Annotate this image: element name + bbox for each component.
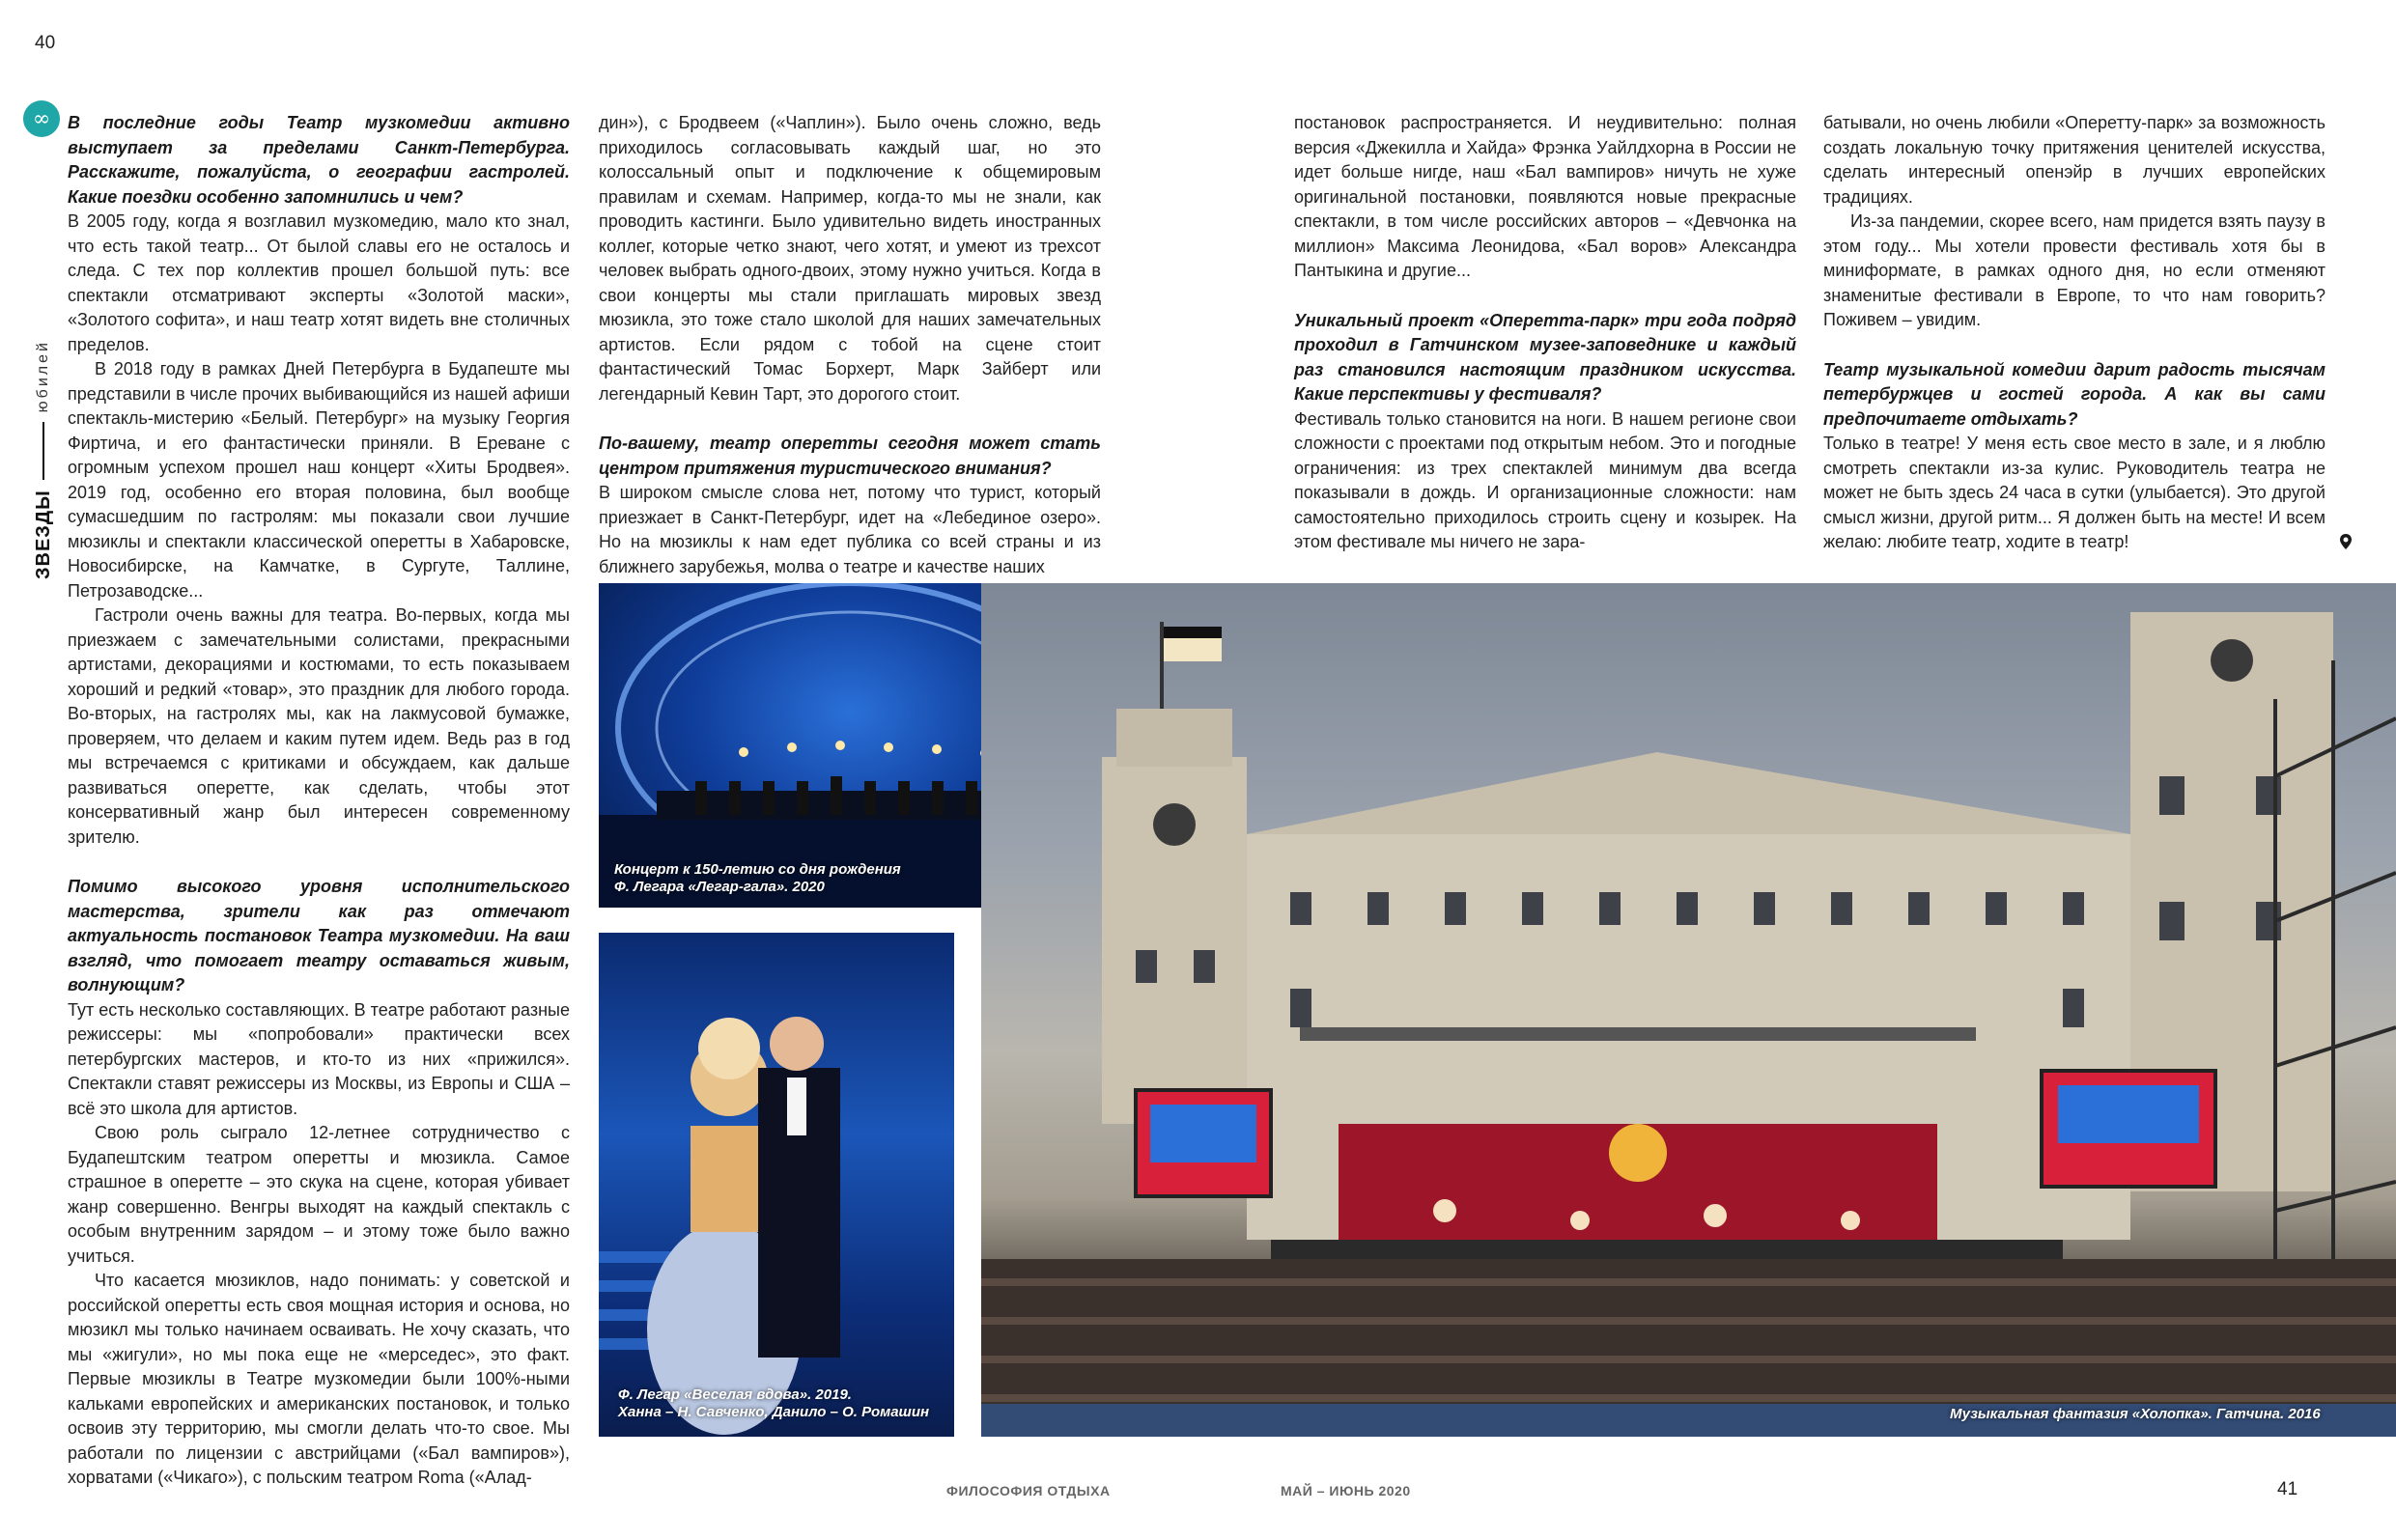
answer-paragraph: Тут есть несколько составляющих. В театре работают разные режиссеры: мы «попробовали» практически всех петербургских мастеров, и кто-то из них «прижился». Спектакли ставят режиссеры из Москвы, из Европы и США – всё это школа для артистов. [68,999,570,1118]
interview-question: По-вашему, театр оперетты сегодня может стать центром притяжения туристического внимания? [599,434,1101,478]
caption-merry-widow-line-1: Ф. Легар «Веселая вдова». 2019. [618,1386,852,1403]
left-page-number: 40 [35,33,56,53]
footer-magazine-name: ФИЛОСОФИЯ ОТДЫХА [946,1483,1111,1498]
photo-gatchina [981,583,2396,1437]
text-column-2 [599,111,1101,579]
interview-question: В последние годы Театр музкомедии активно выступает за пределами Санкт-Петербурга. Расскажите, пожалуйста, о географии гастролей. Какие поездки особенно запомнились и чем? [68,113,570,207]
paragraph-gap [1294,284,1796,309]
answer-paragraph: дин»), с Бродвеем («Чаплин»). Было очень сложно, ведь приходилось согласовывать каждый шаг, но это колоссальный опыт и подключение к общемировым правилам и схемам. Например, когда-то мы не знали, как проводить кастинги. Было удивительно видеть иностранных коллег, которые четко знают, чего хотят, и умеют из трехсот человек выбрать одного-двоих, этому нужно учиться. Когда в свои концерты мы стали приглашать мировых звезд мюзикла, это тоже стало школой для наших замечательных артистов. Если рядом с тобой на сцене стоит фантастический Томас Борхерт, Марк Зайберт или легендарный Кевин Тарт, это дорогого стоит. [599,113,1101,404]
text-column-4 [1823,111,2326,555]
caption-gatchina-line-1: Музыкальная фантазия «Холопка». Гатчина. 2016 [1950,1406,2321,1422]
answer-paragraph: Свою роль сыграло 12-летнее сотрудничество с Будапештским театром оперетты и мюзикла. Самое страшное в оперетте – это скука на сцене, которая убивает жанр совершенно. Венгры выходят на каждый спектакль с особым внутренним зарядом – и этому тоже было важно учиться. [68,1123,570,1266]
answer-paragraph: Фестиваль только становится на ноги. В нашем регионе свои сложности с проектами под открытым небом. Это и погодные ограничения: из трех спектаклей минимум два всегда показывали в дождь. И организационные сложности: нам самостоятельно приходилось строить сцену и козырек. На этом фестивале мы ничего не зара- [1294,408,1796,551]
paragraph-gap [1823,333,2326,358]
caption-merry-widow-line-2: Ханна – Н. Савченко, Данило – О. Ромашин [618,1404,930,1420]
paragraph-gap [599,406,1101,432]
answer-paragraph: батывали, но очень любили «Оперетту-парк» за возможность создать локальную точку притяжения ценителей искусства, сделать интересный опенэйр в лучших европейских традициях. [1823,113,2326,207]
map-pin-icon [2337,533,2354,550]
dancing-couple-illustration [599,933,954,1437]
answer-paragraph: В 2005 году, когда я возглавил музкомедию, мало кто знал, что есть такой театр... От былой славы его не осталось и следа. С тех пор коллектив прошел большой путь: все спектакли отсматривают эксперты «Золотой маски», «Золотого софита», и наш театр хотят видеть вне столичных пределов. [68,211,570,354]
photo-merry-widow [599,933,954,1437]
answer-paragraph: В широком смысле слова нет, потому что турист, который приезжает в Санкт-Петербург, идет на «Лебединое озеро». Но на мюзиклы к нам едет публика со всей страны и из ближнего зарубежья, молва о театре и качестве наших [599,483,1101,576]
answer-paragraph: Из-за пандемии, скорее всего, нам придется взять паузу в этом году... Мы хотели провести фестиваль хотя бы в миниформате, в рамках одного дня, но если отменяют знаменитые фестивали в Европе, то что нам говорить? Поживем – увидим. [1823,211,2326,329]
text-column-3 [1294,111,1796,555]
caption-merry-widow [618,1386,929,1421]
answer-paragraph: В 2018 году в рамках Дней Петербурга в Будапеште мы представили в числе прочих выбивающийся из нашей афиши спектакль-мистерию «Белый. Петербург» на музыку Георгия Фиртича, и его фантастически приняли. В Ереване с огромным успехом прошел наш концерт «Хиты Бродвея». 2019 год, особенно его вторая половина, был вообще сумасшедшим по гастролям: мы показали свои лучшие мюзиклы и спектакли классической оперетты в Хабаровске, Новосибирске, на Камчатке, в Сургуте, Таллине, Петрозаводске... [68,359,570,601]
footer-issue-date: МАЙ – ИЮНЬ 2020 [1281,1483,1411,1498]
right-page-number: 41 [2277,1479,2298,1499]
answer-paragraph: постановок распространяется. И неудивительно: полная версия «Джекилла и Хайда» Фрэнка Уайлдхорна в России не идет больше нигде, наш «Бал вампиров» ничуть не хуже оригинальной постановки, появляются новые прекрасные спектакли, в том числе российских авторов – «Девчонка на миллион» Максима Леонидова, «Бал воров» Александра Пантыкина и другие... [1294,113,1796,280]
answer-paragraph: Только в театре! У меня есть свое место в зале, и я люблю смотреть спектакли из-за кулис. Руководитель театра не может не быть здесь 24 часа в сутки (улыбается). Это другой смысл жизни, другой ритм... Я должен быть на месте! И всем желаю: любите театр, ходите в театр! [1823,434,2326,551]
rubric-main-label: ЗВЕЗДЫ [32,490,54,579]
brand-icon: ∞ [23,100,60,137]
answer-paragraph: Что касается мюзиклов, надо понимать: у советской и российской оперетты есть своя мощная история и основа, но мюзикл мы только начинаем осваивать. Не хочу сказать, что мы «жигули», но мы пока еще не «мерседес», это факт. Первые мюзиклы в Театре музкомедии были 100%-ными кальками европейских и американских постановок, и только освоив эту территорию, мы смогли делать что-то свое. Мы работали по лицензии с австрийцами («Бал вампиров»), хорватами («Чикаго»), с польским театром Roma («Алад- [68,1271,570,1487]
text-column-1 [68,111,570,1491]
paragraph-gap [68,850,570,875]
answer-paragraph: Гастроли очень важны для театра. Во-первых, когда мы приезжаем с замечательными солистами, прекрасными артистами, декорациями и костюмами, то есть показываем хороший и редкий «товар», это праздник для любого города. Во-вторых, на гастролях мы, как на лакмусовой бумажке, проверяем, что делаем и каким путем идем. Ведь раз в год мы встречаемся с критиками и обсуждаем, как дальше развиваться оперетте, как сделать, чтобы этот консервативный жанр был интересен современному зрителю. [68,605,570,847]
caption-gatchina [1950,1406,2321,1423]
interview-question: Уникальный проект «Оперетта-парк» три года подряд проходил в Гатчинском музее-заповеднике и каждый раз становился настоящим праздником искусства. Какие перспективы у фестиваля? [1294,310,1796,404]
gatchina-palace-illustration [981,583,2396,1437]
caption-concert [614,861,901,896]
rubric-divider [42,422,44,480]
caption-concert-line-1: Концерт к 150-летию со дня рождения [614,861,901,878]
rubric-sub-label: юбилей [35,340,51,413]
caption-concert-line-2: Ф. Легара «Легар-гала». 2020 [614,879,825,895]
interview-question: Театр музыкальной комедии дарит радость тысячам петербуржцев и гостей города. А как вы сами предпочитаете отдыхать? [1823,359,2326,429]
section-rubric [29,299,58,579]
interview-question: Помимо высокого уровня исполнительского мастерства, зрители как раз отмечают актуальность постановок Театра музкомедии. На ваш взгляд, что помогает театру оставаться живым, волнующим? [68,877,570,994]
